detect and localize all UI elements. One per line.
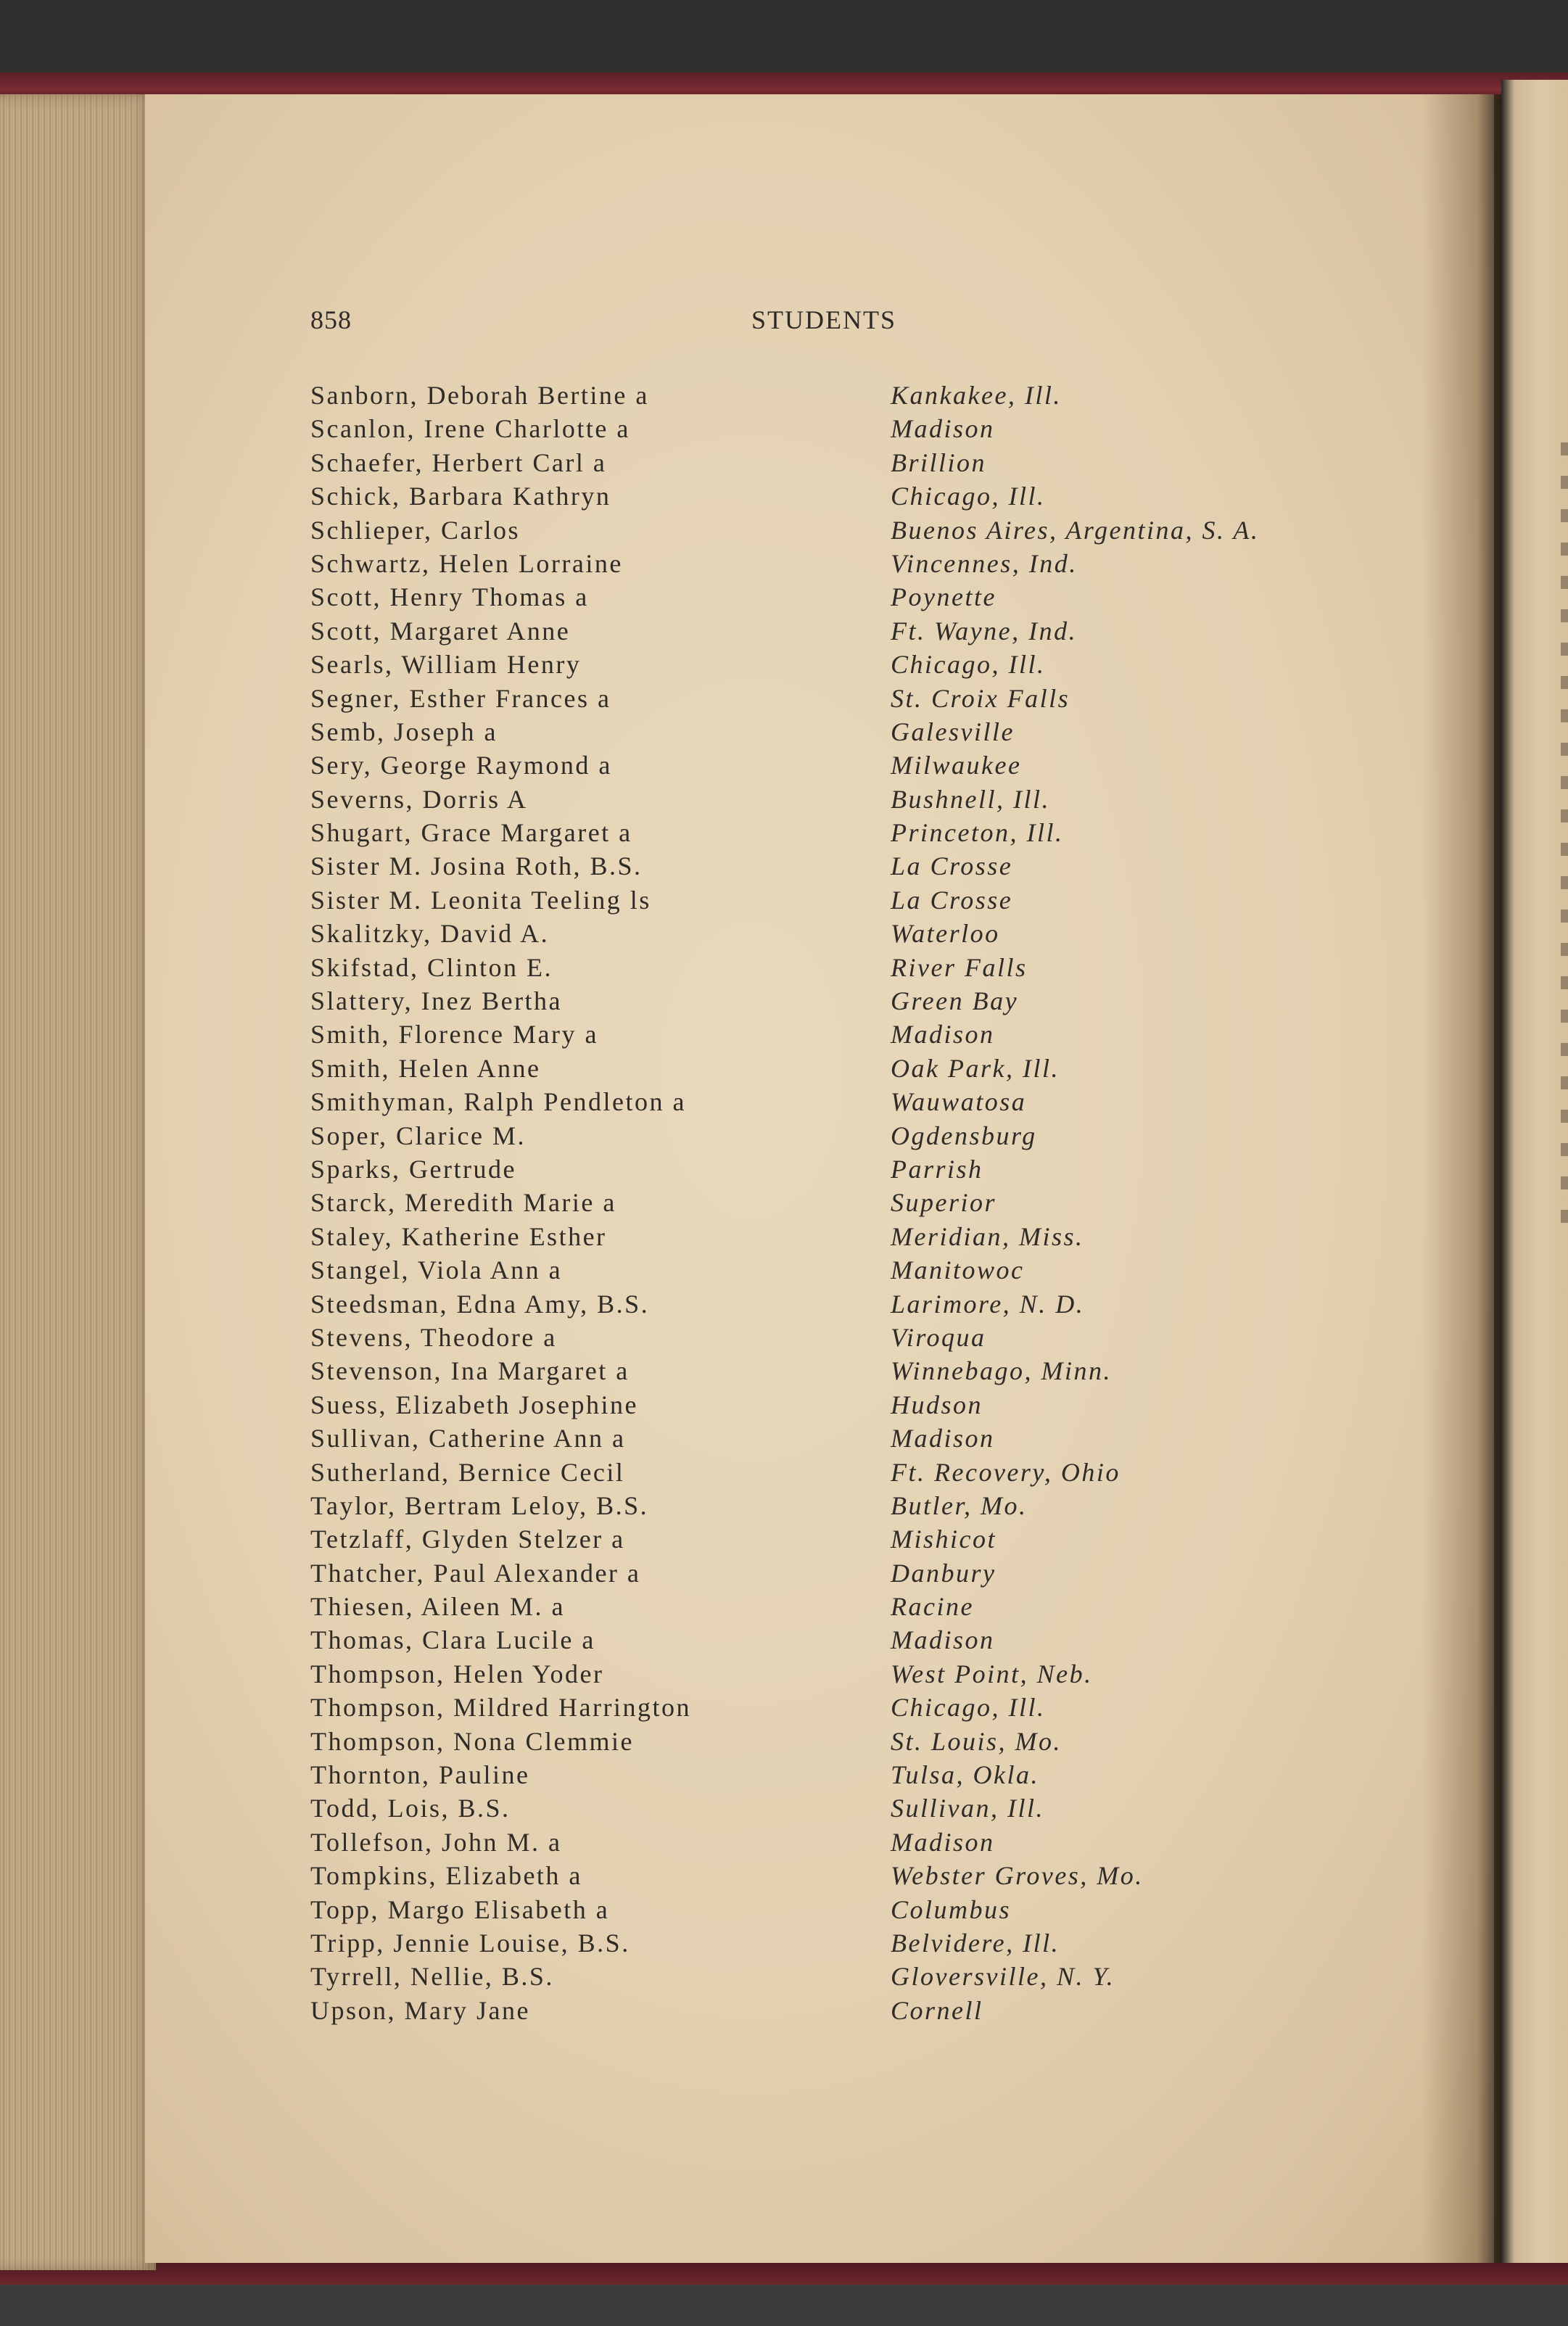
- student-hometown: River Falls: [891, 952, 1028, 982]
- student-hometown: Webster Groves, Mo.: [891, 1861, 1144, 1891]
- student-name: Shugart, Grace Margaret a: [310, 818, 632, 848]
- student-entry: [0, 1086, 1568, 1120]
- student-entry: [0, 817, 1568, 851]
- student-hometown: Superior: [891, 1188, 996, 1218]
- student-name: Scanlon, Irene Charlotte a: [310, 414, 630, 444]
- student-entry: [0, 548, 1568, 582]
- student-entry: [0, 918, 1568, 952]
- student-entry: [0, 885, 1568, 918]
- student-name: Sister M. Leonita Teeling ls: [310, 885, 651, 915]
- student-name: Schlieper, Carlos: [310, 515, 520, 545]
- student-name: Sanborn, Deborah Bertine a: [310, 381, 649, 410]
- student-entry: [0, 1558, 1568, 1591]
- student-name: Taylor, Bertram Leloy, B.S.: [310, 1490, 649, 1520]
- student-name: Sister M. Josina Roth, B.S.: [310, 851, 643, 881]
- student-entry: [0, 1322, 1568, 1356]
- student-name: Todd, Lois, B.S.: [310, 1794, 511, 1823]
- student-hometown: St. Croix Falls: [891, 683, 1070, 713]
- student-entry: [0, 1524, 1568, 1557]
- student-hometown: Madison: [891, 1827, 995, 1857]
- student-entry: [0, 1591, 1568, 1625]
- student-hometown: Madison: [891, 1625, 995, 1655]
- student-hometown: Chicago, Ill.: [891, 482, 1046, 511]
- student-name: Thompson, Mildred Harrington: [310, 1693, 691, 1723]
- student-name: Tripp, Jennie Louise, B.S.: [310, 1928, 630, 1958]
- student-hometown: Columbus: [891, 1894, 1012, 1924]
- student-entry: [0, 380, 1568, 413]
- student-entry: [0, 1692, 1568, 1725]
- student-name: Schick, Barbara Kathryn: [310, 482, 611, 511]
- student-hometown: Butler, Mo.: [891, 1490, 1028, 1520]
- student-name: Thomas, Clara Lucile a: [310, 1625, 595, 1655]
- section-title: STUDENTS: [751, 305, 897, 334]
- student-entry: [0, 1457, 1568, 1490]
- student-hometown: Galesville: [891, 717, 1015, 746]
- student-hometown: Mishicot: [891, 1525, 996, 1554]
- student-hometown: Oak Park, Ill.: [891, 1053, 1060, 1083]
- student-hometown: Winnebago, Minn.: [891, 1356, 1112, 1386]
- student-entry: [0, 413, 1568, 447]
- student-name: Suess, Elizabeth Josephine: [310, 1390, 638, 1419]
- student-name: Schaefer, Herbert Carl a: [310, 448, 607, 477]
- student-name: Tompkins, Elizabeth a: [310, 1861, 582, 1891]
- student-hometown: Meridian, Miss.: [891, 1221, 1084, 1251]
- student-hometown: Racine: [891, 1592, 974, 1622]
- student-name: Starck, Meredith Marie a: [310, 1188, 616, 1218]
- student-name: Soper, Clarice M.: [310, 1121, 526, 1150]
- student-entry: [0, 582, 1568, 615]
- student-hometown: West Point, Neb.: [891, 1659, 1093, 1688]
- student-name: Smith, Helen Anne: [310, 1053, 541, 1083]
- student-hometown: Wauwatosa: [891, 1087, 1027, 1117]
- student-hometown: Gloversville, N. Y.: [891, 1962, 1115, 1992]
- student-hometown: Ogdensburg: [891, 1121, 1037, 1150]
- student-entry: [0, 1121, 1568, 1154]
- student-hometown: Larimore, N. D.: [891, 1289, 1085, 1319]
- student-name: Searls, William Henry: [310, 650, 582, 680]
- student-entry: [0, 952, 1568, 986]
- student-name: Steedsman, Edna Amy, B.S.: [310, 1289, 650, 1319]
- student-entry: [0, 1860, 1568, 1894]
- student-entry: [0, 1625, 1568, 1658]
- student-hometown: Kankakee, Ill.: [891, 381, 1062, 410]
- student-name: Stevenson, Ina Margaret a: [310, 1356, 630, 1386]
- student-name: Staley, Katherine Esther: [310, 1221, 607, 1251]
- student-entry: [0, 750, 1568, 783]
- student-entry: [0, 1490, 1568, 1524]
- student-hometown: Ft. Recovery, Ohio: [891, 1457, 1121, 1487]
- student-hometown: Hudson: [891, 1390, 983, 1419]
- student-name: Slattery, Inez Bertha: [310, 986, 563, 1016]
- student-hometown: Madison: [891, 414, 995, 444]
- student-hometown: Poynette: [891, 582, 996, 612]
- student-hometown: Parrish: [891, 1154, 983, 1184]
- book-cover-bottom-edge: [0, 2263, 1568, 2285]
- student-name: Stevens, Theodore a: [310, 1322, 557, 1352]
- student-hometown: Madison: [891, 1424, 995, 1453]
- student-entry: [0, 986, 1568, 1019]
- student-entry: [0, 1760, 1568, 1793]
- student-entry: [0, 1827, 1568, 1860]
- student-name: Smith, Florence Mary a: [310, 1020, 598, 1049]
- student-name: Segner, Esther Frances a: [310, 683, 611, 713]
- student-hometown: Buenos Aires, Argentina, S. A.: [891, 515, 1260, 545]
- student-entry: [0, 1154, 1568, 1187]
- student-hometown: Tulsa, Okla.: [891, 1760, 1040, 1790]
- student-list: [0, 380, 1568, 2029]
- student-entry: [0, 683, 1568, 717]
- student-entry: [0, 649, 1568, 682]
- student-name: Tetzlaff, Glyden Stelzer a: [310, 1525, 625, 1554]
- student-entry: [0, 1995, 1568, 2029]
- student-name: Thatcher, Paul Alexander a: [310, 1558, 641, 1588]
- student-entry: [0, 1659, 1568, 1692]
- student-name: Tyrrell, Nellie, B.S.: [310, 1962, 554, 1992]
- student-name: Scott, Henry Thomas a: [310, 582, 589, 612]
- student-entry: [0, 481, 1568, 514]
- student-name: Tollefson, John M. a: [310, 1827, 562, 1857]
- student-entry: [0, 1390, 1568, 1423]
- student-entry: [0, 1053, 1568, 1086]
- student-entry: [0, 1961, 1568, 1995]
- student-name: Semb, Joseph a: [310, 717, 498, 746]
- student-name: Sery, George Raymond a: [310, 751, 612, 780]
- student-name: Stangel, Viola Ann a: [310, 1255, 563, 1285]
- student-name: Upson, Mary Jane: [310, 1995, 530, 2025]
- student-hometown: Sullivan, Ill.: [891, 1794, 1044, 1823]
- student-entry: [0, 1255, 1568, 1288]
- student-hometown: Ft. Wayne, Ind.: [891, 616, 1078, 646]
- student-name: Smithyman, Ralph Pendleton a: [310, 1087, 686, 1117]
- student-name: Topp, Margo Elisabeth a: [310, 1894, 610, 1924]
- student-hometown: Brillion: [891, 448, 987, 477]
- student-entry: [0, 1221, 1568, 1255]
- student-name: Thompson, Nona Clemmie: [310, 1726, 634, 1756]
- student-entry: [0, 1187, 1568, 1221]
- student-hometown: La Crosse: [891, 851, 1013, 881]
- student-hometown: Danbury: [891, 1558, 996, 1588]
- student-entry: [0, 1423, 1568, 1456]
- student-entry: [0, 717, 1568, 750]
- student-entry: [0, 784, 1568, 817]
- student-hometown: Viroqua: [891, 1322, 986, 1352]
- student-name: Skifstad, Clinton E.: [310, 952, 553, 982]
- student-entry: [0, 1019, 1568, 1052]
- student-hometown: Green Bay: [891, 986, 1019, 1016]
- student-hometown: Madison: [891, 1020, 995, 1049]
- student-entry: [0, 851, 1568, 884]
- student-name: Sullivan, Catherine Ann a: [310, 1424, 626, 1453]
- student-entry: [0, 1894, 1568, 1928]
- student-name: Skalitzky, David A.: [310, 919, 550, 949]
- student-hometown: Chicago, Ill.: [891, 1693, 1046, 1723]
- student-entry: [0, 1356, 1568, 1389]
- student-entry: [0, 616, 1568, 649]
- student-name: Thompson, Helen Yoder: [310, 1659, 604, 1688]
- running-head: [0, 305, 1568, 341]
- student-hometown: Manitowoc: [891, 1255, 1025, 1285]
- student-name: Sparks, Gertrude: [310, 1154, 516, 1184]
- student-hometown: Waterloo: [891, 919, 1000, 949]
- student-name: Severns, Dorris A: [310, 784, 528, 814]
- page-number: 858: [310, 305, 352, 334]
- student-name: Thornton, Pauline: [310, 1760, 530, 1790]
- student-entry: [0, 515, 1568, 548]
- student-entry: [0, 1726, 1568, 1760]
- student-hometown: Belvidere, Ill.: [891, 1928, 1060, 1958]
- student-hometown: Cornell: [891, 1995, 983, 2025]
- student-name: Thiesen, Aileen M. a: [310, 1592, 565, 1622]
- student-hometown: St. Louis, Mo.: [891, 1726, 1062, 1756]
- student-hometown: Vincennes, Ind.: [891, 548, 1078, 578]
- student-entry: [0, 1928, 1568, 1961]
- student-hometown: Princeton, Ill.: [891, 818, 1064, 848]
- student-entry: [0, 448, 1568, 481]
- student-name: Sutherland, Bernice Cecil: [310, 1457, 625, 1487]
- student-hometown: Bushnell, Ill.: [891, 784, 1050, 814]
- student-hometown: La Crosse: [891, 885, 1013, 915]
- student-entry: [0, 1793, 1568, 1826]
- student-hometown: Chicago, Ill.: [891, 650, 1046, 680]
- student-entry: [0, 1289, 1568, 1322]
- student-name: Scott, Margaret Anne: [310, 616, 571, 646]
- student-name: Schwartz, Helen Lorraine: [310, 548, 623, 578]
- student-hometown: Milwaukee: [891, 751, 1022, 780]
